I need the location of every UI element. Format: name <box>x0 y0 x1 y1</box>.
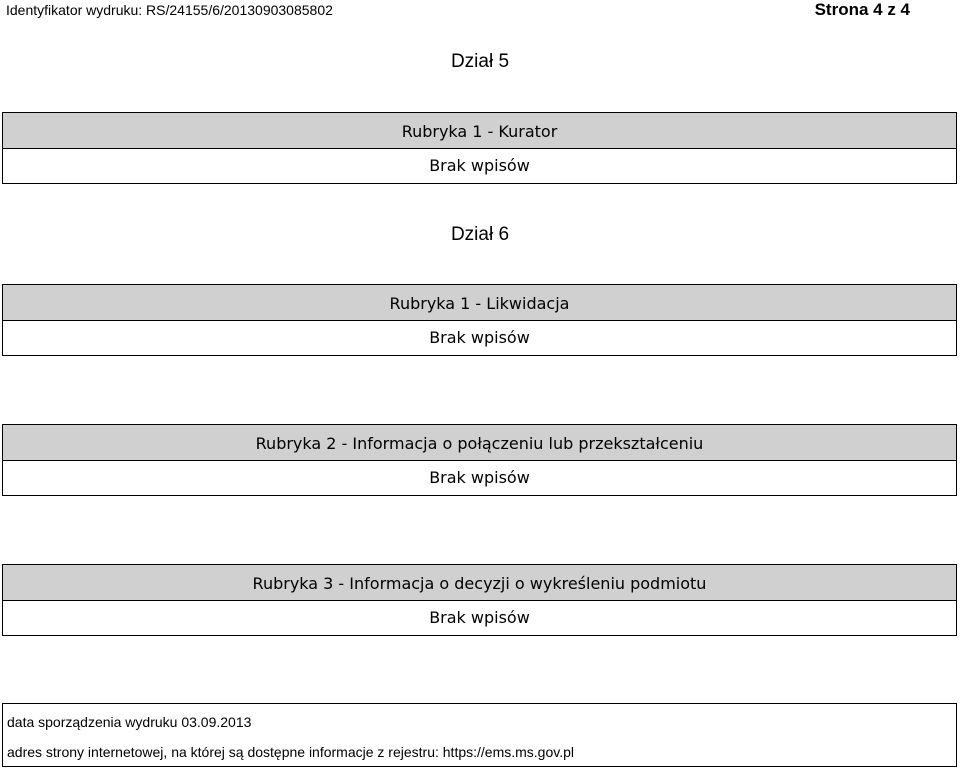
print-date: data sporządzenia wydruku 03.09.2013 <box>7 714 252 730</box>
page-number: Strona 4 z 4 <box>814 0 910 19</box>
section-title-dzial-5: Dział 5 <box>450 51 510 72</box>
rubric-title: Rubryka 1 - Kurator <box>3 113 956 149</box>
rubric-title: Rubryka 3 - Informacja o decyzji o wykreśleniu podmiotu <box>3 565 956 601</box>
rubric-body: Brak wpisów <box>429 608 530 627</box>
rubric-title: Rubryka 2 - Informacja o połączeniu lub przekształceniu <box>3 425 956 461</box>
rubric-wykreslenie <box>2 564 957 636</box>
rubric-body: Brak wpisów <box>429 156 530 175</box>
registry-address: adres strony internetowej, na której są dostępne informacje z rejestru: https://ems.ms.gov.pl <box>7 744 574 760</box>
rubric-body: Brak wpisów <box>429 328 530 347</box>
print-identifier: Identyfikator wydruku: RS/24155/6/20130903085802 <box>6 2 333 18</box>
rubric-polaczenie <box>2 424 957 496</box>
rubric-body: Brak wpisów <box>429 468 530 487</box>
section-title-dzial-6: Dział 6 <box>450 224 510 245</box>
rubric-title: Rubryka 1 - Likwidacja <box>3 285 956 321</box>
rubric-likwidacja <box>2 284 957 356</box>
footer <box>2 703 957 767</box>
rubric-kurator <box>2 112 957 184</box>
